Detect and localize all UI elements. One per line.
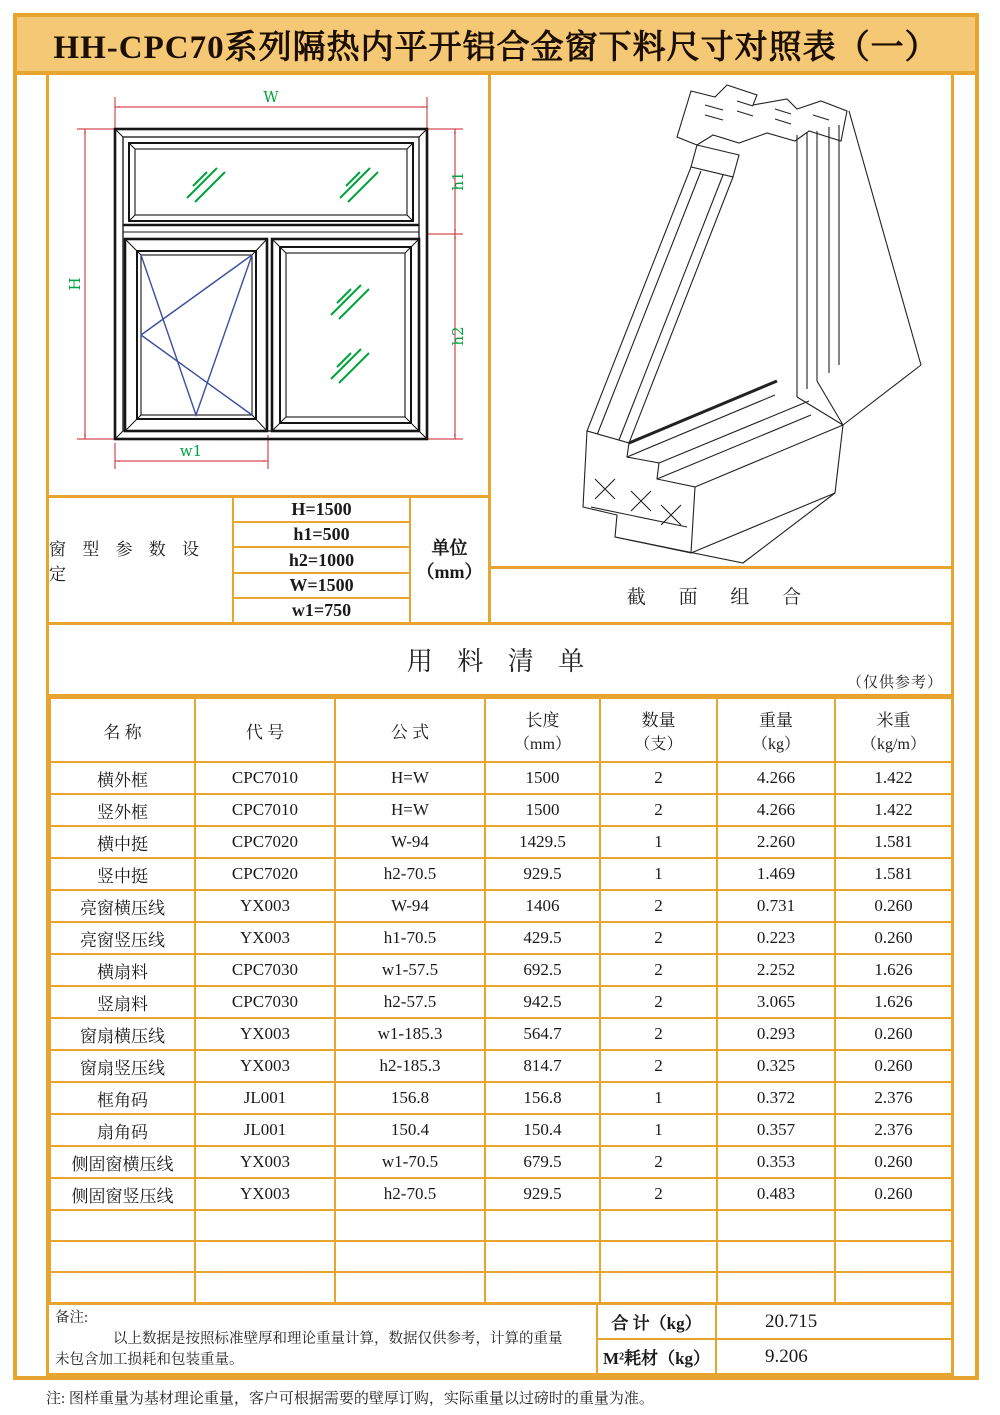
table-cell: CPC7030 bbox=[195, 954, 335, 986]
table-cell: 竖外框 bbox=[50, 794, 195, 826]
table-cell: 0.260 bbox=[835, 1050, 952, 1082]
empty-cell bbox=[717, 1241, 835, 1272]
unit-line1: 单位 bbox=[431, 538, 468, 558]
table-row bbox=[50, 1018, 952, 1050]
table-cell: JL001 bbox=[195, 1082, 335, 1114]
table-cell: 1 bbox=[600, 1114, 717, 1146]
table-cell: YX003 bbox=[195, 1050, 335, 1082]
param-H: H=1500 bbox=[234, 498, 409, 523]
col-formula: 公 式 bbox=[335, 698, 485, 762]
table-cell: 0.293 bbox=[717, 1018, 835, 1050]
table-cell: 2 bbox=[600, 762, 717, 794]
table-cell: YX003 bbox=[195, 890, 335, 922]
unit-cell bbox=[411, 498, 488, 622]
table-cell: 横外框 bbox=[50, 762, 195, 794]
table-cell: 1.626 bbox=[835, 986, 952, 1018]
table-cell: 814.7 bbox=[485, 1050, 600, 1082]
cross-section bbox=[491, 75, 951, 569]
sash-opening-symbol bbox=[141, 255, 252, 415]
table-cell: 框角码 bbox=[50, 1082, 195, 1114]
empty-cell bbox=[835, 1241, 952, 1272]
table-cell: 1.626 bbox=[835, 954, 952, 986]
table-cell: 2.376 bbox=[835, 1114, 952, 1146]
table-cell: 0.483 bbox=[717, 1178, 835, 1210]
table-cell: 0.353 bbox=[717, 1146, 835, 1178]
table-cell: h2-57.5 bbox=[335, 986, 485, 1018]
table-cell: w1-57.5 bbox=[335, 954, 485, 986]
table-cell: 0.260 bbox=[835, 922, 952, 954]
table-cell: 2.252 bbox=[717, 954, 835, 986]
empty-table-row bbox=[50, 1272, 952, 1303]
table-cell: 1.469 bbox=[717, 858, 835, 890]
dim-label-h1: h1 bbox=[449, 171, 467, 191]
table-row bbox=[50, 1146, 952, 1178]
table-cell: 侧固窗竖压线 bbox=[50, 1178, 195, 1210]
table-cell: 0.357 bbox=[717, 1114, 835, 1146]
param-label: 窗 型 参 数 设 定 bbox=[49, 498, 234, 622]
table-cell: 0.260 bbox=[835, 1018, 952, 1050]
col-weight-per-m: 米重 （kg/m） bbox=[835, 698, 952, 762]
table-cell: 1 bbox=[600, 826, 717, 858]
table-cell: 横中挺 bbox=[50, 826, 195, 858]
glass-hatch-marks bbox=[187, 168, 378, 383]
table-cell: W-94 bbox=[335, 890, 485, 922]
table-cell: 2 bbox=[600, 890, 717, 922]
footnote: 注: 图样重量为基材理论重量，客户可根据需要的壁厚订购，实际重量以过磅时的重量为准。 bbox=[46, 1391, 654, 1407]
table-cell: JL001 bbox=[195, 1114, 335, 1146]
top-section bbox=[49, 75, 951, 625]
empty-cell bbox=[50, 1210, 195, 1241]
empty-cell bbox=[335, 1241, 485, 1272]
cross-section-caption: 截 面 组 合 bbox=[626, 587, 816, 608]
dim-label-w: W bbox=[263, 88, 279, 106]
table-row bbox=[50, 826, 952, 858]
empty-cell bbox=[835, 1210, 952, 1241]
table-cell: h1-70.5 bbox=[335, 922, 485, 954]
table-cell: 1406 bbox=[485, 890, 600, 922]
param-values bbox=[234, 498, 411, 622]
col-length: 长度 （mm） bbox=[485, 698, 600, 762]
per-sqm-value: 9.206 bbox=[765, 1345, 808, 1367]
table-cell: 侧固窗横压线 bbox=[50, 1146, 195, 1178]
table-cell: 扇角码 bbox=[50, 1114, 195, 1146]
empty-cell bbox=[50, 1272, 195, 1303]
bom-title-block bbox=[49, 625, 951, 697]
table-cell: 横扇料 bbox=[50, 954, 195, 986]
remark-line2: 未包含加工损耗和包装重量。 bbox=[55, 1352, 244, 1368]
window-elevation-drawing bbox=[49, 75, 488, 495]
table-row bbox=[50, 1114, 952, 1146]
window-diagram-pane bbox=[49, 75, 491, 622]
bom-table bbox=[49, 697, 953, 1304]
table-cell: 942.5 bbox=[485, 986, 600, 1018]
remark-label: 备注: bbox=[55, 1310, 89, 1326]
empty-cell bbox=[717, 1272, 835, 1303]
empty-table-row bbox=[50, 1241, 952, 1272]
table-cell: CPC7010 bbox=[195, 794, 335, 826]
table-cell: CPC7010 bbox=[195, 762, 335, 794]
param-h1: h1=500 bbox=[234, 523, 409, 548]
table-cell: 156.8 bbox=[485, 1082, 600, 1114]
table-cell: 窗扇竖压线 bbox=[50, 1050, 195, 1082]
table-cell: 429.5 bbox=[485, 922, 600, 954]
empty-cell bbox=[835, 1272, 952, 1303]
bom-body bbox=[50, 762, 952, 1303]
totals-block bbox=[598, 1305, 951, 1373]
title-band bbox=[17, 17, 975, 75]
table-cell: 0.731 bbox=[717, 890, 835, 922]
empty-cell bbox=[717, 1210, 835, 1241]
cross-section-drawing bbox=[491, 75, 948, 566]
empty-cell bbox=[195, 1210, 335, 1241]
table-cell: 2 bbox=[600, 1050, 717, 1082]
table-cell: 2 bbox=[600, 922, 717, 954]
empty-cell bbox=[335, 1210, 485, 1241]
per-sqm-row bbox=[598, 1340, 951, 1373]
empty-table-row bbox=[50, 1210, 952, 1241]
bom-title: 用 料 清 单 bbox=[406, 647, 594, 676]
table-cell: 929.5 bbox=[485, 858, 600, 890]
table-row bbox=[50, 1178, 952, 1210]
bom-header bbox=[50, 698, 952, 762]
dim-label-h: H bbox=[66, 277, 84, 291]
table-cell: w1-185.3 bbox=[335, 1018, 485, 1050]
reference-note: （仅供参考） bbox=[846, 675, 943, 691]
table-cell: 1 bbox=[600, 858, 717, 890]
table-cell: 2 bbox=[600, 794, 717, 826]
table-cell: 3.065 bbox=[717, 986, 835, 1018]
table-cell: h2-70.5 bbox=[335, 1178, 485, 1210]
table-cell: 2 bbox=[600, 986, 717, 1018]
table-row bbox=[50, 794, 952, 826]
col-name: 名 称 bbox=[50, 698, 195, 762]
content-block bbox=[46, 75, 954, 1376]
table-cell: YX003 bbox=[195, 1178, 335, 1210]
table-cell: 0.260 bbox=[835, 890, 952, 922]
table-cell: CPC7020 bbox=[195, 826, 335, 858]
window-frame bbox=[115, 129, 427, 439]
empty-cell bbox=[50, 1241, 195, 1272]
table-cell: 竖扇料 bbox=[50, 986, 195, 1018]
window-parameters bbox=[49, 495, 488, 622]
per-sqm-label: M²耗材（kg） bbox=[598, 1340, 717, 1373]
table-cell: H=W bbox=[335, 762, 485, 794]
table-cell: 2 bbox=[600, 1178, 717, 1210]
empty-cell bbox=[485, 1241, 600, 1272]
empty-cell bbox=[600, 1210, 717, 1241]
table-row bbox=[50, 858, 952, 890]
dim-label-h2: h2 bbox=[449, 326, 467, 346]
param-w1: w1=750 bbox=[291, 599, 352, 620]
table-cell: 2 bbox=[600, 1146, 717, 1178]
empty-cell bbox=[335, 1272, 485, 1303]
table-cell: 0.372 bbox=[717, 1082, 835, 1114]
table-cell: 692.5 bbox=[485, 954, 600, 986]
table-cell: 156.8 bbox=[335, 1082, 485, 1114]
col-weight: 重量 （kg） bbox=[717, 698, 835, 762]
table-cell: YX003 bbox=[195, 1018, 335, 1050]
footer-band bbox=[49, 1304, 951, 1373]
table-row bbox=[50, 1050, 952, 1082]
table-cell: 2 bbox=[600, 1018, 717, 1050]
table-cell: H=W bbox=[335, 794, 485, 826]
table-cell: 0.260 bbox=[835, 1178, 952, 1210]
table-cell: h2-185.3 bbox=[335, 1050, 485, 1082]
window-elevation bbox=[49, 75, 488, 495]
col-code: 代 号 bbox=[195, 698, 335, 762]
table-cell: 亮窗横压线 bbox=[50, 890, 195, 922]
empty-cell bbox=[195, 1241, 335, 1272]
table-cell: 150.4 bbox=[335, 1114, 485, 1146]
table-cell: 150.4 bbox=[485, 1114, 600, 1146]
col-qty: 数量 （支） bbox=[600, 698, 717, 762]
total-value: 20.715 bbox=[765, 1310, 818, 1332]
table-row bbox=[50, 1082, 952, 1114]
table-cell: 0.325 bbox=[717, 1050, 835, 1082]
table-cell: 929.5 bbox=[485, 1178, 600, 1210]
table-cell: 4.266 bbox=[717, 794, 835, 826]
table-row bbox=[50, 762, 952, 794]
table-cell: 4.266 bbox=[717, 762, 835, 794]
empty-cell bbox=[195, 1272, 335, 1303]
page-title: HH-CPC70系列隔热内平开铝合金窗下料尺寸对照表（一） bbox=[53, 29, 939, 66]
table-cell: w1-70.5 bbox=[335, 1146, 485, 1178]
table-cell: 1.581 bbox=[835, 826, 952, 858]
table-cell: CPC7030 bbox=[195, 986, 335, 1018]
param-h2: h2=1000 bbox=[234, 548, 409, 573]
table-cell: 1500 bbox=[485, 762, 600, 794]
table-cell: 0.223 bbox=[717, 922, 835, 954]
remark-line1: 以上数据是按照标准壁厚和理论重量计算，数据仅供参考，计算的重量 bbox=[113, 1331, 563, 1347]
table-cell: 2.260 bbox=[717, 826, 835, 858]
table-cell: 1.422 bbox=[835, 794, 952, 826]
table-cell: 1 bbox=[600, 1082, 717, 1114]
empty-cell bbox=[600, 1241, 717, 1272]
table-cell: 1.422 bbox=[835, 762, 952, 794]
table-cell: CPC7020 bbox=[195, 858, 335, 890]
empty-cell bbox=[485, 1210, 600, 1241]
dim-label-w1: w1 bbox=[179, 442, 203, 460]
empty-cell bbox=[600, 1272, 717, 1303]
table-row bbox=[50, 922, 952, 954]
table-cell: 竖中挺 bbox=[50, 858, 195, 890]
param-W: W=1500 bbox=[234, 574, 409, 599]
table-cell: 亮窗竖压线 bbox=[50, 922, 195, 954]
table-cell: 窗扇横压线 bbox=[50, 1018, 195, 1050]
table-cell: 2 bbox=[600, 954, 717, 986]
table-cell: 1429.5 bbox=[485, 826, 600, 858]
table-cell: YX003 bbox=[195, 922, 335, 954]
table-row bbox=[50, 890, 952, 922]
total-label: 合 计（kg） bbox=[598, 1305, 717, 1338]
cross-section-pane bbox=[491, 75, 951, 622]
table-cell: 2.376 bbox=[835, 1082, 952, 1114]
table-row bbox=[50, 986, 952, 1018]
table-row bbox=[50, 954, 952, 986]
table-cell: 1.581 bbox=[835, 858, 952, 890]
table-cell: 564.7 bbox=[485, 1018, 600, 1050]
total-row bbox=[598, 1305, 951, 1340]
table-cell: h2-70.5 bbox=[335, 858, 485, 890]
table-cell: YX003 bbox=[195, 1146, 335, 1178]
table-cell: 0.260 bbox=[835, 1146, 952, 1178]
remark-cell bbox=[49, 1305, 598, 1373]
table-cell: W-94 bbox=[335, 826, 485, 858]
empty-cell bbox=[485, 1272, 600, 1303]
table-cell: 679.5 bbox=[485, 1146, 600, 1178]
unit-line2: （mm） bbox=[416, 562, 483, 582]
table-cell: 1500 bbox=[485, 794, 600, 826]
